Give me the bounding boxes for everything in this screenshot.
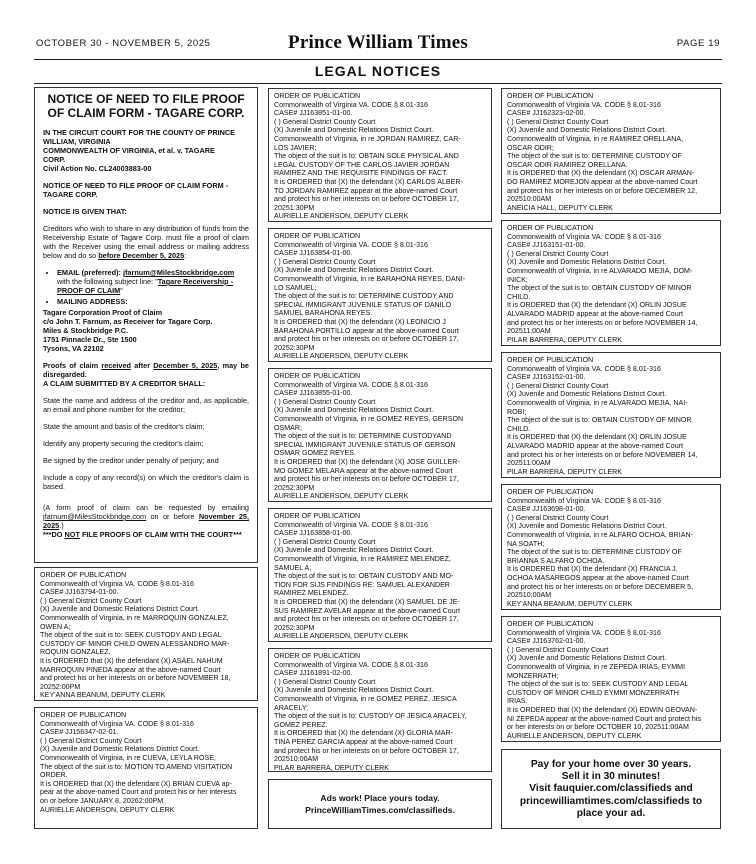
notice-line: CHILD. <box>507 424 531 433</box>
notice-line: SAMUEL BARAHONA REYES. <box>274 309 373 318</box>
notice-line: ( ) General District County Court <box>507 513 609 522</box>
notice-line: on or before JANUARY 8, 20262:00PM <box>40 796 164 805</box>
notice-line: ROBI; <box>507 407 527 416</box>
publication-notice <box>501 220 721 346</box>
notice-line: 202510:00AM <box>274 755 319 764</box>
notice-line: OCHOA MASAREGOS appear at the above-named Court <box>507 573 689 582</box>
notice-line: INICK; <box>507 275 528 284</box>
notice-line: ORDER. <box>40 771 68 780</box>
notice-line: (X) Juvenile and Domestic Relations District Court. <box>40 745 200 754</box>
notice-line: ( ) General District County Court <box>40 596 142 605</box>
notice-line: SPECIAL IMMIGRANT JUVENILE STATUS OF GERSON <box>274 440 456 449</box>
creditor-paragraph: Creditors who wish to share in any distribution of funds from the Receivership Estate of Tagare Corp. must file a proof of claim with the Receiver using the email address or mailing address below and do so before December 5, 2025: <box>43 224 249 260</box>
notice-line: and protect his or her interests on or before NOVEMBER 14, <box>507 318 698 327</box>
notice-line: (X) Juvenile and Domestic Relations District Court. <box>507 390 667 399</box>
notice-line: It is ORDERED that (X) the defendant (X) ORLIN JOSUE <box>507 433 687 442</box>
notice-line: ( ) General District County Court <box>507 249 609 258</box>
notice-line: OSCAR ODIR RAMIREZ ORELLANA. <box>507 160 628 169</box>
notice-line: The object of the suit is to: MOTION TO AMEND VISITATION <box>40 762 233 771</box>
notice-line: TO JORDAN RAMIREZ appear at the above-named Court <box>274 186 458 195</box>
notice-line: LO SAMUEL; <box>274 283 317 292</box>
notice-line: 202510:00AM <box>507 195 552 204</box>
notice-line: CASE# JJ161891-02-00. <box>274 669 353 678</box>
notice-line: CASE# JJ163698-01-00. <box>507 505 586 514</box>
notice-line: pear at the above-named Court and protect his or her interests <box>40 788 237 797</box>
ad-large-line-5: place your ad. <box>576 807 646 819</box>
deadline-paragraph: Proofs of claim received after December 5, 2025, may be disregarded. A CLAIM SUBMITTED BY A CREDITOR SHALL: <box>43 361 249 388</box>
ad-large-line-3: Visit fauquier.com/classifieds and <box>529 783 693 795</box>
notice-title-2: OF CLAIM FORM - TAGARE CORP. <box>47 106 245 120</box>
notice-line: Commonwealth of Virginia VA. CODE § 8.01-316 <box>40 579 194 588</box>
publication-notice <box>34 567 258 701</box>
notice-line: 20252:30PM <box>274 623 315 632</box>
notice-heading: ORDER OF PUBLICATION <box>274 92 361 100</box>
ad-small-line-2: PrinceWilliamTimes.com/classifieds. <box>305 805 455 815</box>
notice-line: ( ) General District County Court <box>40 736 142 745</box>
notice-line: Commonwealth of Virginia VA. CODE § 8.01-316 <box>507 496 661 505</box>
court-caption: IN THE CIRCUIT COURT FOR THE COUNTY OF PRINCE WILLIAM, VIRGINIA COMMONWEALTH OF VIRGINIA, et al. v. TAGARE CORP. Civil Action No. CL24003883-00 <box>43 128 236 173</box>
notice-line: 20251:30PM <box>274 203 315 212</box>
notice-line: ( ) General District County Court <box>274 257 376 266</box>
page-number: PAGE 19 <box>676 38 720 49</box>
requirement-4: Be signed by the creditor under penalty of perjury; and <box>43 456 219 465</box>
notice-line: MARROQUIN PINEDA appear at the above-named Court <box>40 665 221 674</box>
notice-line: Commonwealth of Virginia VA. CODE § 8.01-316 <box>507 364 661 373</box>
notice-heading: ORDER OF PUBLICATION <box>274 652 361 660</box>
notice-line: (X) Juvenile and Domestic Relations District Court. <box>507 654 667 663</box>
notice-line: (X) Juvenile and Domestic Relations District Court. <box>274 546 434 555</box>
notice-line: It is ORDERED that (X) the defendant (X) ASAEL NAHUM <box>40 656 223 665</box>
notice-line: It is ORDERED that (X) the defendant (X) SAMUEL DE JE- <box>274 597 460 606</box>
notice-line: CASE# JJ163152-01-00. <box>507 373 586 382</box>
notice-heading: ORDER OF PUBLICATION <box>507 92 594 100</box>
notice-line: Commonwealth of Virginia VA. CODE § 8.01-316 <box>40 719 194 728</box>
ad-large-line-1: Pay for your home over 30 years. <box>530 759 692 770</box>
tagare-notice <box>34 87 258 563</box>
notice-line: and protect his or her interests on or before OCTOBER 17, <box>274 195 459 204</box>
notice-line: It is ORDERED that (X) the defendant (X) BRIAN CUEVA ap- <box>40 779 232 788</box>
publication-notice <box>501 616 721 742</box>
publication-notice <box>268 368 492 502</box>
notice-line: Commonwealth of Virginia, in re ZEPEDA IRIAS, EYMMI <box>507 662 686 671</box>
requirement-2: State the amount and basis of the creditor's claim; <box>43 422 205 431</box>
notice-line: Commonwealth of Virginia, in re JORDAN RAMIREZ, CAR- <box>274 134 461 143</box>
notice-line: Commonwealth of Virginia, in re BARAHONA REYES, DANI- <box>274 274 466 283</box>
publication-notice <box>501 484 721 610</box>
requirement-1: State the name and address of the creditor and, as applicable, an email and phone number for the creditor; <box>43 396 249 414</box>
notice-heading: ORDER OF PUBLICATION <box>274 232 361 240</box>
notice-line: (X) Juvenile and Domestic Relations District Court. <box>274 266 434 275</box>
notice-line: It is ORDERED that (X) the defendant (X) CARLOS ALBER- <box>274 177 463 186</box>
notice-line: The object of the suit is to: CUSTODY OF JESICA ARACELY, <box>274 712 467 721</box>
notice-line: TINA PEREZ GARCIA appear at the above-named Court <box>274 737 453 746</box>
notice-line: ARACELY; <box>274 703 309 712</box>
notice-heading: ORDER OF PUBLICATION <box>507 488 594 496</box>
notice-line: ( ) General District County Court <box>274 397 376 406</box>
notice-line: and protect his or her interests on or before OCTOBER 17, <box>274 615 459 624</box>
notice-line: SUS RAMIREZ AVELAR appear at the above-named Court <box>274 606 460 615</box>
notice-line: OSMAR; <box>274 423 302 432</box>
classifieds-ad-small <box>268 779 492 829</box>
notice-line: 202511:00AM <box>507 327 551 336</box>
notice-line: CASE# JJ163151-01-00. <box>507 241 586 250</box>
notice-line: Commonwealth of Virginia VA. CODE § 8.01-316 <box>507 232 661 241</box>
notice-line: CASE# JJ163762-01-00. <box>507 637 586 646</box>
notice-line: PILAR BARRERA, DEPUTY CLERK <box>507 335 622 344</box>
notice-line: ( ) General District County Court <box>507 381 609 390</box>
notice-line: It is ORDERED that (X) the defendant (X) ORLIN JOSUE <box>507 301 687 310</box>
notice-line: SPECIAL IMMIGRANT JUVENILE STATUS OF DANILO <box>274 300 452 309</box>
notice-line: LEGAL CUSTODY OF THE CARLOS JAVIER JORDAN <box>274 160 450 169</box>
notice-line: ROQUIN GONZALEZ. <box>40 648 111 657</box>
notice-line: The object of the suit is to: OBTAIN SOLE PHYSICAL AND <box>274 152 459 161</box>
notice-line: 20252:30PM <box>274 343 315 352</box>
notice-line: Commonwealth of Virginia, in re CUEVA, LEYLA ROSE; <box>40 753 216 762</box>
notice-line: RAMIREZ MELENDEZ. <box>274 589 349 598</box>
notice-heading: ORDER OF PUBLICATION <box>507 620 594 628</box>
notice-line: Commonwealth of Virginia, in re GOMEZ PEREZ, JESICA <box>274 694 457 703</box>
notice-line: (X) Juvenile and Domestic Relations District Court. <box>274 126 434 135</box>
notice-line: RAMIREZ AND THE REQUISITE FINDINGS OF FACT. <box>274 169 448 178</box>
notice-line: Commonwealth of Virginia, in re MARROQUIN GONZALEZ, <box>40 613 229 622</box>
notice-title: NOTICE OF NEED TO FILE PROOF <box>47 92 245 106</box>
notice-line: The object of the suit is to: OBTAIN CUSTODY OF MINOR <box>507 416 692 425</box>
notice-line: (X) Juvenile and Domestic Relations District Court. <box>274 406 434 415</box>
notice-line: Commonwealth of Virginia, in re GOMEZ REYES, GERSON <box>274 414 464 423</box>
publication-notice <box>34 707 258 829</box>
notice-line: OSCAR ODIR; <box>507 143 554 152</box>
notice-heading: ORDER OF PUBLICATION <box>274 512 361 520</box>
notice-line: CASE# JJ162323-02-00. <box>507 109 586 118</box>
notice-heading: ORDER OF PUBLICATION <box>40 711 127 719</box>
notice-line: (X) Juvenile and Domestic Relations District Court. <box>507 126 667 135</box>
mailing-address: Tagare Corporation Proof of Claim c/o John T. Farnum, as Receiver for Tagare Corp. Miles & Stockbridge P.C. 1751 Pinnacle Dr., Ste 1500 Tysons, VA 22102 <box>43 308 213 353</box>
notice-line: ( ) General District County Court <box>507 117 609 126</box>
publication-notice <box>501 352 721 478</box>
notice-line: (X) Juvenile and Domestic Relations District Court. <box>507 258 667 267</box>
masthead <box>30 30 726 58</box>
publication-notice <box>268 88 492 222</box>
ad-large-line-2: Sell it in 30 minutes! <box>561 771 661 783</box>
section-rule <box>34 83 722 84</box>
notice-line: It is ORDERED that (X) the defendant (X) LEONICIO J <box>274 317 446 326</box>
notice-line: AURIELLE ANDERSON, DEPUTY CLERK <box>274 212 409 221</box>
notice-line: Commonwealth of Virginia, in re RAMIREZ ORELLANA, <box>507 134 684 143</box>
notice-heading: ORDER OF PUBLICATION <box>40 571 127 579</box>
notice-line: CASE# JJ163858-01-00. <box>274 529 353 538</box>
notice-line: and protect his or her interests on or before OCTOBER 17, <box>274 475 459 484</box>
section-title: LEGAL NOTICES <box>314 63 442 79</box>
notice-given: NOTICE IS GIVEN THAT: <box>43 207 127 216</box>
notice-line: KEY'ANNA BEANUM, DEPUTY CLERK <box>40 691 166 700</box>
issue-date: OCTOBER 30 - NOVEMBER 5, 2025 <box>36 38 211 49</box>
notice-line: PILAR BARRERA, DEPUTY CLERK <box>274 763 389 772</box>
notice-line: AURIELLE ANDERSON, DEPUTY CLERK <box>507 731 642 740</box>
publication-notice <box>268 508 492 642</box>
notice-line: and protect his or her interests on or before OCTOBER 17, <box>274 335 459 344</box>
notice-line: The object of the suit is to: DETERMINE CUSTODY OF <box>507 152 682 161</box>
notice-line: The object of the suit is to: SEEK CUSTODY AND LEGAL <box>40 631 222 640</box>
notice-line: BRIANNA S ALFARO OCHOA. <box>507 556 605 565</box>
notice-line: Commonwealth of Virginia, in re ALFARO OCHOA, BRIAN- <box>507 530 693 539</box>
notice-line: Commonwealth of Virginia VA. CODE § 8.01-316 <box>274 660 428 669</box>
notice-line: ANEICIA HALL, DEPUTY CLERK <box>507 203 613 212</box>
ad-small-line-1: Ads work! Place yours today. <box>320 793 440 803</box>
receiver-email-link[interactable]: jfarnum@MilesStockbridge.com <box>122 268 235 277</box>
notice-line: KEY'ANNA BEANUM, DEPUTY CLERK <box>507 599 633 608</box>
notice-line: OWEN A; <box>40 622 71 631</box>
notice-line: and protect his or her interests on or before DECEMBER 12, <box>507 186 698 195</box>
notice-line: GOMEZ PEREZ. <box>274 720 328 729</box>
notice-line: NI ZEPEDA appear at the above-named Court and protect his <box>507 714 702 723</box>
notice-line: The object of the suit is to: DETERMINE CUSTODYAND <box>274 432 452 441</box>
notice-line: It is ORDERED that (X) the defendant (X) JOSE GUILLER- <box>274 457 460 466</box>
notice-line: AURIELLE ANDERSON, DEPUTY CLERK <box>40 805 175 814</box>
requirement-3: Identify any property securing the creditor's claim; <box>43 439 204 448</box>
notice-line: Commonwealth of Virginia VA. CODE § 8.01-316 <box>274 240 428 249</box>
ad-large-line-4: princewilliamtimes.com/classifieds to <box>519 795 703 807</box>
notice-line: ALVARADO MADRID appear at the above-named Court <box>507 441 683 450</box>
notice-line: CASE# JJ163851-01-00. <box>274 109 353 118</box>
form-request-paragraph: (A form proof of claim can be requested by emailing jfarnum@MilesStockbridge.com on or before November 25, 2025.) ***DO NOT FILE PROOFS OF CLAIM WITH THE COURT*** <box>43 503 250 539</box>
notice-line: Commonwealth of Virginia VA. CODE § 8.01-316 <box>507 100 661 109</box>
publication-notice <box>501 88 721 214</box>
notice-line: ( ) General District County Court <box>274 537 376 546</box>
notice-line: ALVARADO MADRID appear at the above-named Court <box>507 309 683 318</box>
notice-heading: NOTICE OF NEED TO FILE PROOF OF CLAIM FORM - TAGARE CORP. <box>43 181 229 199</box>
notice-line: CASE# JJ163854-01-00. <box>274 249 353 258</box>
notice-line: The object of the suit is to: DETERMINE CUSTODY OF <box>507 548 682 557</box>
notice-line: and protect his or her interests on or before OCTOBER 17, <box>274 746 459 755</box>
notice-line: Commonwealth of Virginia VA. CODE § 8.01-316 <box>507 628 661 637</box>
notice-line: The object of the suit is to: DETERMINE CUSTODY AND <box>274 292 454 301</box>
notice-heading: ORDER OF PUBLICATION <box>507 356 594 364</box>
form-email-link[interactable]: jfarnum@MilesStockbridge.com <box>43 512 147 521</box>
notice-line: DO RAMIREZ MOREJON appear at the above-named Court <box>507 177 698 186</box>
notice-line: 202510:00AM <box>507 591 552 600</box>
notice-line: AURIELLE ANDERSON, DEPUTY CLERK <box>274 352 409 361</box>
notice-line: IRIAS. <box>507 697 528 706</box>
notice-line: NA SOATH; <box>507 539 545 548</box>
notice-line: TION FOR SIJS FINDINGS RE: SAMUEL ALEXANDER <box>274 580 450 589</box>
notice-line: MO GOMEZ MELARA appear at the above-named Court <box>274 466 453 475</box>
requirement-5: Include a copy of any record(s) on which the creditor's claim is based. <box>43 473 249 491</box>
notice-line: It is ORDERED that (X) the defendant (X) OSCAR ARMAN- <box>507 169 695 178</box>
notice-line: AURIELLE ANDERSON, DEPUTY CLERK <box>274 632 409 641</box>
notice-line: and protect his or her interests on or before DECEMBER 5, <box>507 582 694 591</box>
notice-line: Commonwealth of Virginia VA. CODE § 8.01-316 <box>274 520 428 529</box>
notice-line: BARAHONA PORTILLO appear at the above-named Court <box>274 326 459 335</box>
notice-line: 20252:00PM <box>40 682 81 691</box>
notice-line: CUSTODY OF MINOR CHILD OWEN ALESSANDRO MAR- <box>40 639 230 648</box>
notice-line: CASE# JJ156347-02-01. <box>40 728 119 737</box>
notice-line: (X) Juvenile and Domestic Relations District Court. <box>274 686 434 695</box>
notice-line: PILAR BARRERA, DEPUTY CLERK <box>507 467 622 476</box>
notice-line: It is ORDERED that (X) the defendant (X) EDWIN GEOVAN- <box>507 705 698 714</box>
notice-line: AURIELLE ANDERSON, DEPUTY CLERK <box>274 492 409 501</box>
mailing-item: • MAILING ADDRESS: <box>57 297 249 306</box>
notice-line: SAMUEL A; <box>274 563 312 572</box>
contact-list <box>43 268 249 306</box>
notice-line: and protect his or her interests on or before NOVEMBER 14, <box>507 450 698 459</box>
notice-line: It is ORDERED that (X) the defendant (X) GLORIA MAR- <box>274 729 453 738</box>
notice-line: ( ) General District County Court <box>274 677 376 686</box>
notice-line: 20252:30PM <box>274 483 315 492</box>
notice-line: CUSTODY OF MINOR CHILD EYMMI MONZERRATH <box>507 688 679 697</box>
notice-line: Commonwealth of Virginia VA. CODE § 8.01-316 <box>274 380 428 389</box>
notice-line: OSMAR GOMEZ REYES. <box>274 449 356 458</box>
notice-line: The object of the suit is to: OBTAIN CUSTODY OF MINOR <box>507 284 692 293</box>
notice-line: It is ORDERED that (X) the defendant (X) FRANCIA J. <box>507 565 678 574</box>
classifieds-ad-large <box>501 749 721 829</box>
notice-line: Commonwealth of Virginia, in re ALVARADO MEJIA, NAI- <box>507 398 688 407</box>
notice-line: MONZERRATH; <box>507 671 559 680</box>
publication-notice <box>268 648 492 772</box>
notice-line: and protect his or her interests on or before NOVEMBER 18, <box>40 674 231 683</box>
publication-notice <box>268 228 492 362</box>
notice-line: ( ) General District County Court <box>274 117 376 126</box>
notice-line: Commonwealth of Virginia VA. CODE § 8.01-316 <box>274 100 428 109</box>
notice-line: Commonwealth of Virginia, in re RAMIREZ MELENDEZ, <box>274 554 451 563</box>
notice-line: or her interests on or before OCTOBER 10, 202511:00AM <box>507 723 689 732</box>
notice-line: ( ) General District County Court <box>507 645 609 654</box>
notice-line: (X) Juvenile and Domestic Relations District Court. <box>40 605 200 614</box>
notice-line: The object of the suit is to: SEEK CUSTODY AND LEGAL <box>507 680 689 689</box>
notice-line: CASE# JJ163855-01-00. <box>274 389 353 398</box>
notice-heading: ORDER OF PUBLICATION <box>507 224 594 232</box>
email-item: • EMAIL (preferred): jfarnum@MilesStockbridge.com with the following subject line: "Tagare Receivership - PROOF OF CLAIM" <box>57 268 249 295</box>
notice-line: LOS JAVIER; <box>274 143 317 152</box>
notice-heading: ORDER OF PUBLICATION <box>274 372 361 380</box>
newspaper-title: Prince William Times <box>288 32 468 53</box>
notice-line: Commonwealth of Virginia, in re ALVARADO MEJIA, DOM- <box>507 266 693 275</box>
notice-line: 202511:00AM <box>507 459 551 468</box>
notice-line: (X) Juvenile and Domestic Relations District Court. <box>507 522 667 531</box>
notice-line: CASE# JJ163794-01-00. <box>40 588 119 597</box>
notice-line: The object of the suit is to: OBTAIN CUSTODY AND MO- <box>274 572 454 581</box>
notice-line: CHILD. <box>507 292 531 301</box>
